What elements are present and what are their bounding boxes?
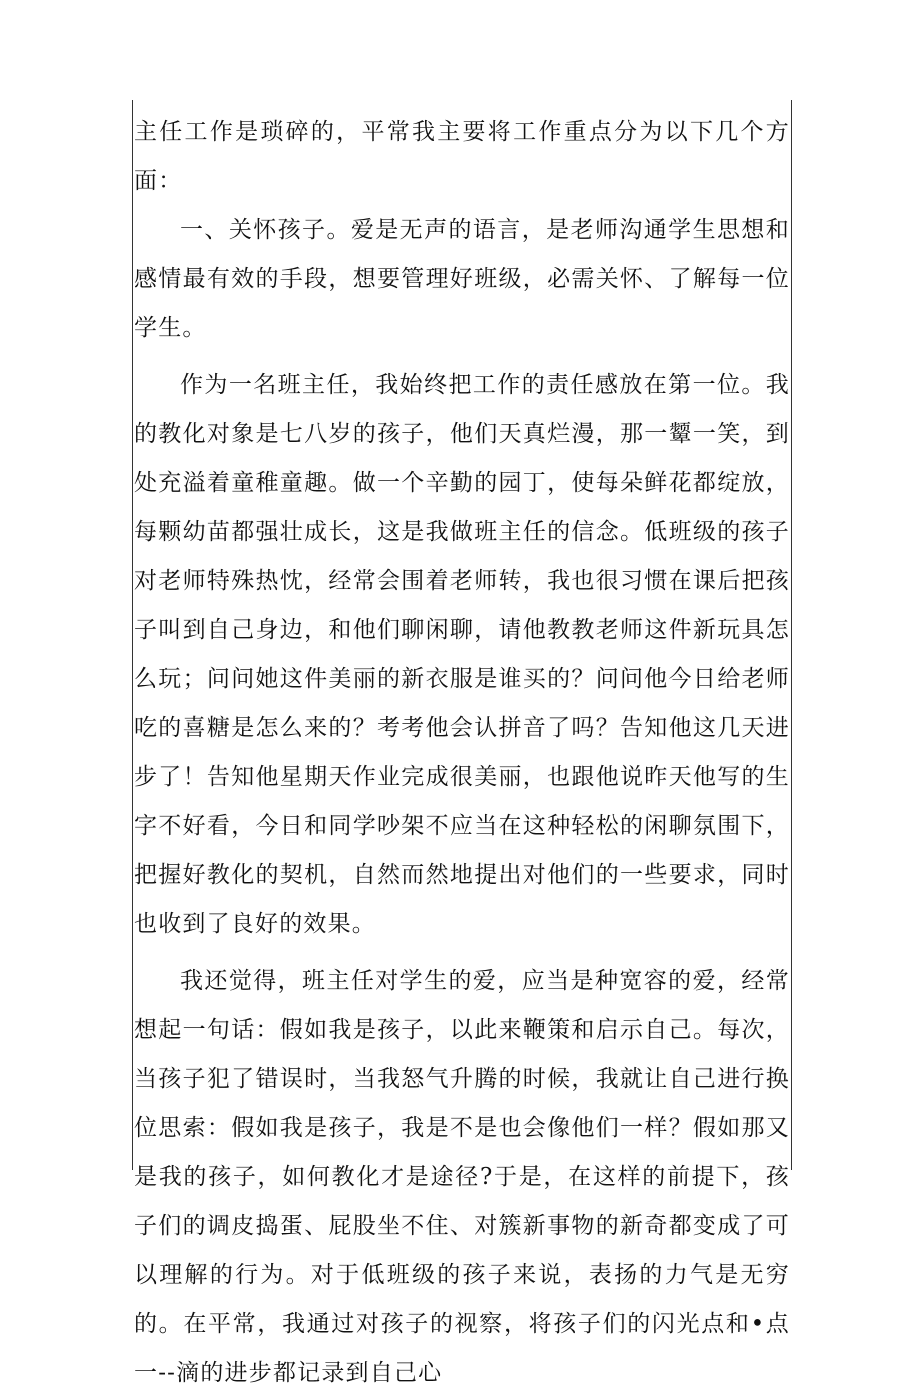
paragraph-tolerant-love: 我还觉得，班主任对学生的爱，应当是种宽容的爱，经常想起一句话：假如我是孩子，以此来鞭策和启示自己。每次，当孩子犯了错误时，当我怒气升腾的时候，我就让自己进行换位思索：假如我是孩子，我是不是也会像他们一样？假如那又是我的孩子，如何教化才是途径?于是，在这样的前提下，孩子们的调皮捣蛋、屁股坐不住、对簇新事物的新奇都变成了可以理解的行为。对于低班级的孩子来说，表扬的力气是无穷的。在平常，我通过对孩子的视察，将孩子们的闪光点和•点一--滴的进步都记录到自己心 [134,968,790,1386]
right-border-line [791,100,792,1170]
paragraph-responsibility: 作为一名班主任，我始终把工作的责任感放在第一位。我的教化对象是七八岁的孩子，他们天真烂漫，那一颦一笑，到处充溢着童稚童趣。做一个辛勤的园丁，使每朵鲜花都绽放，每颗幼苗都强壮成长，这是我做班主任的信念。低班级的孩子对老师特殊热忱，经常会围着老师转，我也很习惯在课后把孩子叫到自己身边，和他们聊闲聊，请他教教老师这件新玩具怎么玩；问问她这件美丽的新衣服是谁买的？问问他今日给老师吃的喜糖是怎么来的？考考他会认拼音了吗？告知他这几天进步了！告知他星期天作业完成很美丽，也跟他说昨天他写的生字不好看，今日和同学吵架不应当在这种轻松的闲聊氛围下，把握好教化的契机，自然而然地提出对他们的一些要求，同时也收到了良好的效果。 [134,372,790,937]
paragraph-care-children: 一、关怀孩子。爱是无声的语言，是老师沟通学生思想和感情最有效的手段，想要管理好班级，必需关怀、了解每一位学生。 [134,217,790,341]
document-body [134,108,790,1398]
left-border-line [132,100,133,1170]
paragraph-intro: 主任工作是琐碎的，平常我主要将工作重点分为以下几个方面： [134,119,790,194]
